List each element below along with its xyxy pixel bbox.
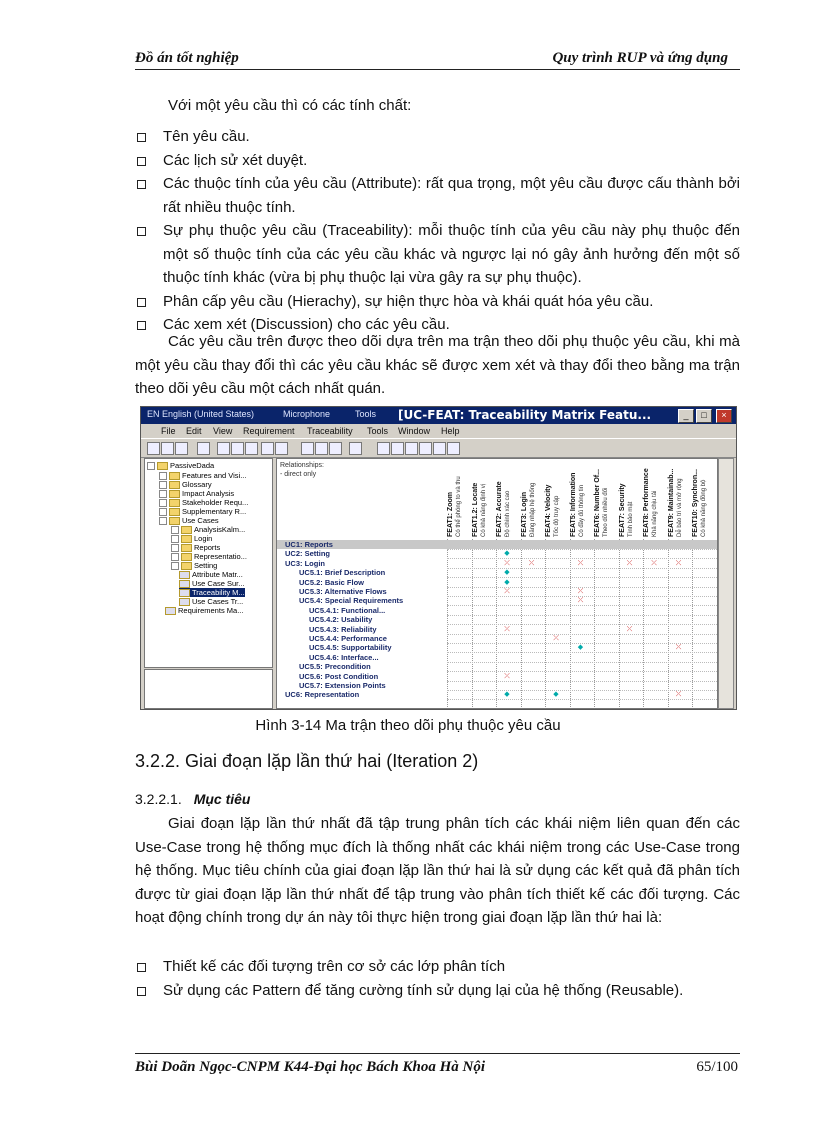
subsection-heading: 3.2.2.1. Mục tiêu — [135, 791, 251, 807]
list-item: Các thuộc tính của yêu cầu (Attribute): rất qua trọng, một yêu cầu được cấu thành bởi rất nhiều thuộc tính. — [135, 172, 740, 219]
matrix-column-header[interactable]: FEAT5: Information Có đầy đủ thông tin — [569, 472, 585, 537]
find-icon[interactable] — [261, 442, 274, 455]
tree-node[interactable]: Representatio... — [171, 552, 247, 561]
maximize-icon[interactable]: □ — [696, 409, 712, 423]
matrix-column-header[interactable]: FEAT9: Maintainab... Dễ bảo trì và mở rộng — [667, 468, 683, 537]
table-row[interactable]: UC5.1: Brief Description — [299, 568, 386, 578]
trace-to-icon[interactable] — [301, 442, 314, 455]
menu-file[interactable]: File — [161, 426, 176, 436]
undo-icon[interactable] — [275, 442, 288, 455]
menu-window[interactable]: Window — [398, 426, 431, 436]
footer-rule — [135, 1053, 740, 1054]
table-row[interactable]: UC1: Reports — [277, 540, 717, 549]
table-row[interactable]: UC5.4.6: Interface... — [309, 652, 379, 662]
suspect-link-icon[interactable]: ⤫ — [675, 559, 682, 567]
query-icon[interactable] — [405, 442, 418, 455]
trace-from-icon[interactable] — [315, 442, 328, 455]
paragraph-iteration2: Giai đoạn lặp lần thứ nhất đã tập trung phân tích các khái niệm liên quan đến các Use-Case trong hệ thống mục đích là thống nhất các khái niệm trong các Use-Case trong hệ thống. Mục tiêu chính của giai đoạn lặp lần thứ hai là sử dụng các kết quả đã phân tích được từ giai đoạn lặp lần thứ nhất để tập trung vào phân tích thiết kế các đối tượng. Các hoạt động chính trong dự án này tôi thực hiện trong giai đoạn lặp lần thứ hai là: — [135, 815, 740, 926]
suspect-link-icon[interactable]: ⤫ — [577, 559, 584, 567]
header-left: Đồ án tốt nghiệp — [135, 50, 239, 66]
suspect-link-icon[interactable]: ⤫ — [504, 625, 510, 633]
paste-icon[interactable] — [231, 442, 244, 455]
tree-node[interactable]: Impact Analysis — [159, 489, 234, 498]
tree-node-selected[interactable]: Traceability M... — [179, 588, 245, 597]
suspect-link-icon[interactable]: ⤫ — [577, 588, 584, 595]
matrix-column-header[interactable]: FEAT10: Synchron... Có khả năng đồng bộ — [692, 469, 707, 537]
matrix-column-header[interactable]: FEAT6: Number Of... Theo dõi nhiều đối — [594, 469, 609, 537]
paragraph-matrix: Các yêu cầu trên được theo dõi dựa trên ma trận theo dõi phụ thuộc yêu cầu, khi mà một yêu cầu thay đổi thì các yêu cầu khác sẽ được xem xét và thay đổi theo bằng ma trận theo dõi yêu cầu một cách nhất quán. — [135, 333, 740, 397]
menu-requirement[interactable]: Requirement — [243, 426, 295, 436]
microphone-label[interactable]: Microphone — [283, 409, 331, 419]
suspect-link-icon[interactable]: ⤫ — [577, 597, 584, 605]
list-item: Sự phụ thuộc yêu cầu (Traceability): mỗi thuộc tính của yêu cầu này phụ thuộc đến một số thuộc tính của các yêu cầu khác và ngược lại nó gây ảnh hưởng đến một số thuộc tính khác (vừa bị phụ thuộc lại vừa gây ra sự phụ thuộc). — [135, 219, 740, 290]
tree-node[interactable]: Stakeholder Requ... — [159, 498, 248, 507]
trace-link-icon[interactable]: ◆ — [504, 569, 510, 577]
suspect-link-icon[interactable]: ⤫ — [651, 559, 657, 567]
traceability-matrix — [276, 458, 718, 709]
footer-left: Bùi Doãn Ngọc-CNPM K44-Đại học Bách Khoa Hà Nội — [135, 1059, 486, 1075]
explorer-tree — [144, 458, 273, 668]
table-row[interactable]: UC5.4.4: Performance — [309, 634, 387, 643]
activity-list — [135, 955, 740, 1002]
matrix-column-header[interactable]: FEAT1.2: Locate Có khả năng định vị — [471, 482, 487, 537]
tree-node[interactable]: Setting — [171, 561, 217, 570]
trace-link-icon[interactable]: ◆ — [504, 550, 510, 558]
tools-label[interactable]: Tools — [355, 409, 377, 419]
tree-node[interactable]: Use Case Sur... — [179, 579, 245, 588]
table-row[interactable]: UC5.4.3: Reliability — [309, 624, 377, 634]
suspect-link-icon[interactable]: ⤫ — [504, 559, 510, 567]
tree-node[interactable]: AnalysisKalm... — [171, 525, 245, 534]
table-row[interactable]: UC5.4.5: Supportability — [309, 643, 392, 653]
suspect-link-icon[interactable]: ⤫ — [504, 672, 510, 680]
bullet-square-icon — [137, 987, 146, 996]
trace-link-icon[interactable]: ◆ — [577, 644, 584, 652]
new-icon[interactable] — [147, 442, 160, 455]
bullet-square-icon — [137, 298, 146, 307]
toolbar — [141, 438, 736, 458]
matrix-column-header[interactable]: FEAT8: Performance Khả năng chịu tải — [643, 468, 658, 537]
view-icon[interactable] — [419, 442, 432, 455]
vertical-scrollbar[interactable] — [718, 458, 734, 709]
table-row[interactable]: UC5.5: Precondition — [299, 662, 371, 672]
table-row[interactable]: UC2: Setting — [285, 549, 330, 559]
trace-link-icon[interactable]: ◆ — [553, 691, 559, 699]
copy-icon[interactable] — [217, 442, 230, 455]
tree-node[interactable]: Attribute Matr... — [179, 570, 243, 579]
property-list — [135, 125, 740, 337]
menu-view[interactable]: View — [213, 426, 233, 436]
window-title: [UC-FEAT: Traceability Matrix Featu... — [398, 408, 652, 422]
secondary-pane — [144, 669, 273, 709]
properties-icon[interactable] — [447, 442, 460, 455]
trace-link-icon[interactable]: ◆ — [504, 691, 510, 699]
suspect-link-icon[interactable]: ⤫ — [504, 588, 510, 595]
trace-link-icon[interactable]: ◆ — [504, 578, 510, 586]
bullet-square-icon — [137, 963, 146, 972]
matrix-column-header[interactable]: FEAT2: Accurate Độ chính xác cao — [496, 481, 511, 537]
table-row[interactable]: UC5.2: Basic Flow — [299, 577, 365, 587]
list-item: Thiết kế các đối tượng trên cơ sở các lớp phân tích — [135, 955, 740, 979]
bullet-square-icon — [137, 180, 146, 189]
matrix-icon[interactable] — [377, 442, 390, 455]
tree-node[interactable]: Use Cases Tr... — [179, 597, 243, 606]
suspect-link-icon[interactable]: ⤫ — [528, 559, 535, 567]
suspect-link-icon[interactable]: ⤫ — [675, 691, 682, 699]
tree-node[interactable]: Supplementary R... — [159, 507, 246, 516]
tree-node[interactable]: PassiveDada — [147, 461, 214, 470]
tree-node[interactable]: Use Cases — [159, 516, 219, 525]
table-row[interactable]: UC6: Representation — [285, 690, 360, 700]
intro-text: Với một yêu cầu thì có các tính chất: — [168, 97, 412, 114]
bullet-square-icon — [137, 133, 146, 142]
menu-tools[interactable]: Tools — [367, 426, 389, 436]
page-number: 65/100 — [696, 1059, 738, 1075]
table-row[interactable]: UC5.4.1: Functional... — [309, 605, 386, 615]
suspect-link-icon[interactable]: ⤫ — [626, 625, 633, 633]
menu-help[interactable]: Help — [441, 426, 460, 436]
table-row[interactable]: UC3: Login — [285, 558, 325, 568]
minimize-icon[interactable]: _ — [678, 409, 694, 423]
table-row[interactable]: UC5.4.2: Usability — [309, 615, 373, 625]
matrix-column-header[interactable]: FEAT3: Login Đăng nhập hệ thống — [520, 482, 536, 537]
tree-node[interactable]: Glossary — [159, 480, 212, 489]
suspect-link-icon[interactable]: ⤫ — [553, 635, 559, 642]
matrix-column-header[interactable]: FEAT1: Zoom Có thể phóng to và thu — [447, 476, 462, 537]
list-item: Tên yêu cầu. — [135, 125, 740, 149]
menu-bar — [141, 424, 736, 438]
header-right: Quy trình RUP và ứng dụng — [552, 50, 728, 66]
list-item: Sử dụng các Pattern để tăng cường tính sử dụng lại của hệ thống (Reusable). — [135, 979, 740, 1003]
grid-line — [447, 699, 717, 700]
document-icon[interactable] — [433, 442, 446, 455]
relationships-label: Relationships: - direct only — [280, 462, 324, 478]
print-icon[interactable] — [197, 442, 210, 455]
close-icon[interactable]: × — [716, 409, 732, 423]
table-row[interactable]: UC5.7: Extension Points — [299, 681, 386, 690]
cut-icon[interactable] — [245, 442, 258, 455]
bullet-square-icon — [137, 321, 146, 330]
suspect-link-icon[interactable]: ⤫ — [675, 644, 682, 652]
tree-node[interactable]: Requirements Ma... — [165, 606, 243, 615]
open-icon[interactable] — [161, 442, 174, 455]
matrix-column-header[interactable]: FEAT4: Velocity Tốc độ truy cập — [545, 484, 560, 537]
bullet-square-icon — [137, 227, 146, 236]
save-icon[interactable] — [175, 442, 188, 455]
filter-icon[interactable] — [391, 442, 404, 455]
suspect-link-icon[interactable]: ⤫ — [626, 559, 633, 567]
table-row[interactable]: UC5.4: Special Requirements — [299, 596, 404, 606]
traceability-screenshot — [140, 406, 737, 710]
tree-node[interactable]: Features and Visi... — [159, 471, 246, 480]
grid-icon[interactable] — [349, 442, 362, 455]
header-rule — [135, 69, 740, 70]
list-item: Phân cấp yêu cầu (Hierachy), sự hiện thực hòa và khái quát hóa yêu cầu. — [135, 290, 740, 314]
language-bar-label[interactable]: EN English (United States) — [147, 409, 255, 419]
menu-edit[interactable]: Edit — [186, 426, 202, 436]
list-item: Các xem xét (Discussion) cho các yêu cầu. — [135, 313, 740, 337]
clear-trace-icon[interactable] — [329, 442, 342, 455]
table-row[interactable]: UC5.3: Alternative Flows — [299, 587, 387, 596]
matrix-column-header[interactable]: FEAT7: Security Tính bảo mật — [618, 483, 634, 537]
figure-caption: Hình 3-14 Ma trận theo dõi phụ thuộc yêu cầu — [255, 717, 561, 734]
tree-node[interactable]: Reports — [171, 543, 220, 552]
tree-node[interactable]: Login — [171, 534, 212, 543]
section-heading: 3.2.2. Giai đoạn lặp lần thứ hai (Iteration 2) — [135, 751, 479, 771]
title-bar — [141, 407, 736, 424]
table-row[interactable]: UC5.6: Post Condition — [299, 671, 379, 681]
bullet-square-icon — [137, 157, 146, 166]
menu-traceability[interactable]: Traceability — [307, 426, 353, 436]
list-item: Các lịch sử xét duyệt. — [135, 149, 740, 173]
